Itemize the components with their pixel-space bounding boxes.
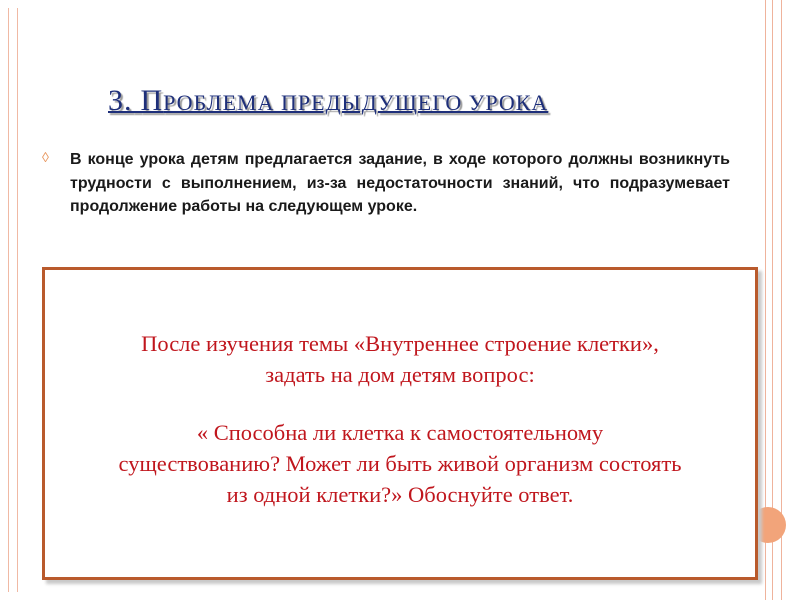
bullet-text: В конце урока детям предлагается задание, в ходе которого должны возникнуть трудности с выполнением, из-за недостаточности знаний, что подразумевает продолжение работы на следующем уроке. <box>70 151 730 215</box>
callout-line: существованию? Может ли быть живой организм состоять <box>118 451 682 476</box>
callout-line: из одной клетки?» Обоснуйте ответ. <box>226 482 574 507</box>
title-number: 3. <box>108 84 133 117</box>
bullet-icon: ◊ <box>42 151 49 166</box>
title-rest: РОБЛЕМА ПРЕДЫДУЩЕГО УРОКА <box>163 90 549 115</box>
callout-box <box>42 267 758 580</box>
title-capital: П <box>140 84 164 117</box>
callout-line: « Способна ли клетка к самостоятельному <box>196 420 604 445</box>
decorative-frame-left <box>8 8 18 592</box>
callout-line: задать на дом детям вопрос: <box>265 362 535 387</box>
callout-line: После изучения темы «Внутреннее строение клетки», <box>141 331 659 356</box>
slide-title <box>108 84 548 118</box>
callout-text <box>55 328 745 510</box>
